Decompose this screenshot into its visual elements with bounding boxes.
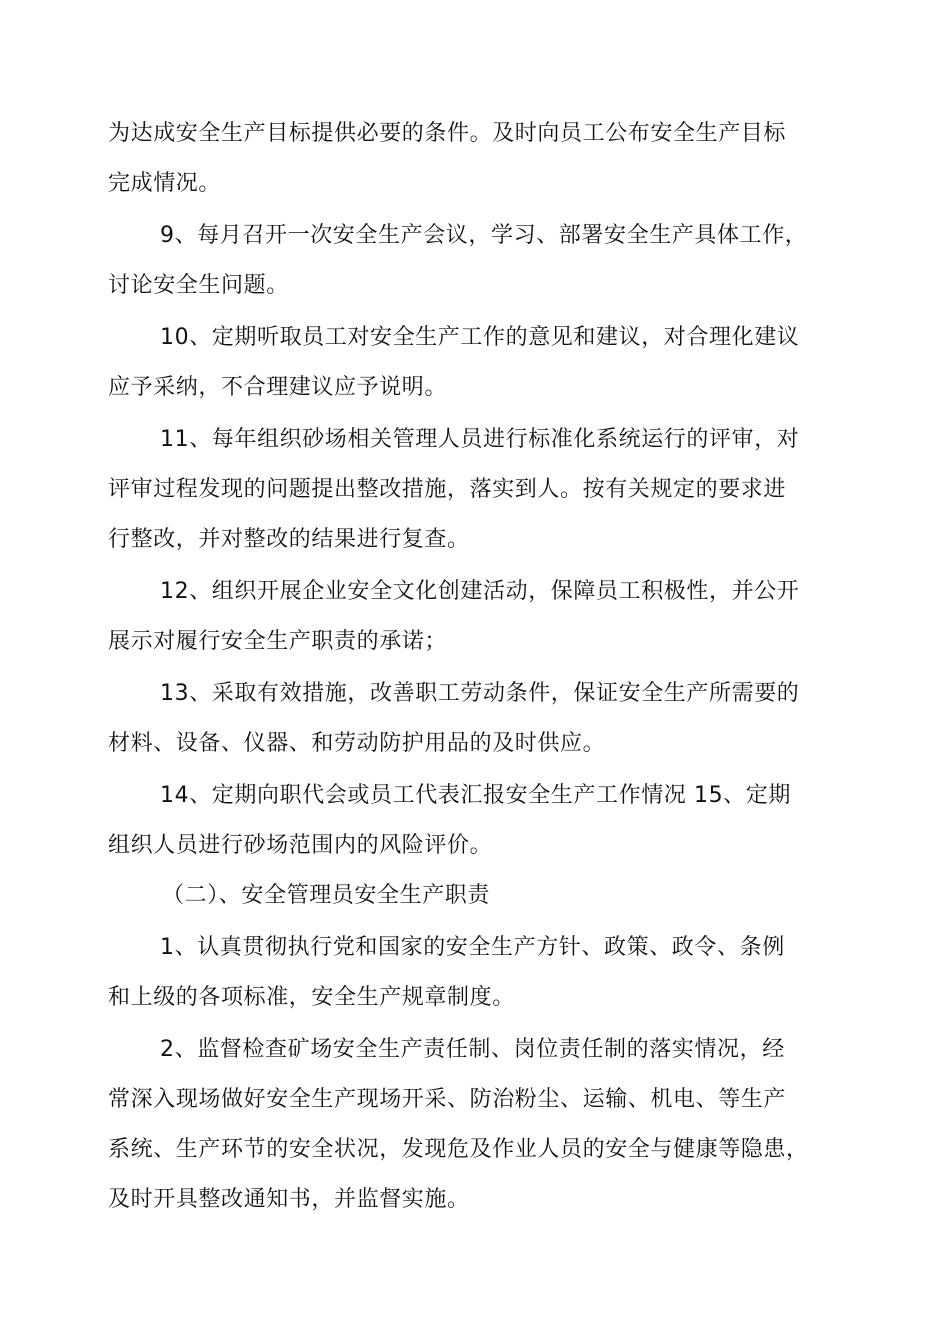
text-line: 组织人员进行砂场范围内的风险评价。 bbox=[108, 833, 493, 858]
text-line: 和上级的各项标准，安全生产规章制度。 bbox=[108, 985, 515, 1010]
text-line: 系统、生产环节的安全状况，发现危及作业人员的安全与健康等隐患， bbox=[108, 1137, 809, 1162]
text-line: 常深入现场做好安全生产现场开采、防治粉尘、运输、机电、等生产 bbox=[108, 1087, 787, 1112]
text-line: 展示对履行安全生产职责的承诺； bbox=[108, 629, 448, 654]
paragraph-item-14: 14、定期向职代会或员工代表汇报安全生产工作情况 15、定期 bbox=[160, 783, 791, 808]
text-line: 行整改，并对整改的结果进行复查。 bbox=[108, 527, 470, 552]
text-line: 为达成安全生产目标提供必要的条件。及时向员工公布安全生产目标 bbox=[108, 121, 787, 146]
paragraph-item-1: 1、认真贯彻执行党和国家的安全生产方针、政策、政令、条例 bbox=[160, 935, 785, 960]
text-line: 及时开具整改通知书，并监督实施。 bbox=[108, 1187, 470, 1212]
text-line: 讨论安全生问题。 bbox=[108, 273, 289, 298]
paragraph-item-2: 2、监督检查矿场安全生产责任制、岗位责任制的落实情况，经 bbox=[160, 1037, 785, 1062]
text-line: 完成情况。 bbox=[108, 171, 222, 196]
text-line: 材料、设备、仪器、和劳动防护用品的及时供应。 bbox=[108, 731, 606, 756]
section-heading: （二）、安全管理员安全生产职责 bbox=[162, 883, 491, 908]
paragraph-item-9: 9、每月召开一次安全生产会议，学习、部署安全生产具体工作， bbox=[160, 223, 808, 248]
paragraph-item-12: 12、组织开展企业安全文化创建活动，保障员工积极性，并公开 bbox=[160, 579, 800, 604]
text-line: 评审过程发现的问题提出整改措施，落实到人。按有关规定的要求进 bbox=[108, 477, 787, 502]
text-line: 应予采纳，不合理建议应予说明。 bbox=[108, 375, 448, 400]
paragraph-item-11: 11、每年组织砂场相关管理人员进行标准化系统运行的评审，对 bbox=[160, 427, 800, 452]
paragraph-item-13: 13、采取有效措施，改善职工劳动条件，保证安全生产所需要的 bbox=[160, 681, 800, 706]
paragraph-item-10: 10、定期听取员工对安全生产工作的意见和建议，对合理化建议 bbox=[160, 325, 800, 350]
